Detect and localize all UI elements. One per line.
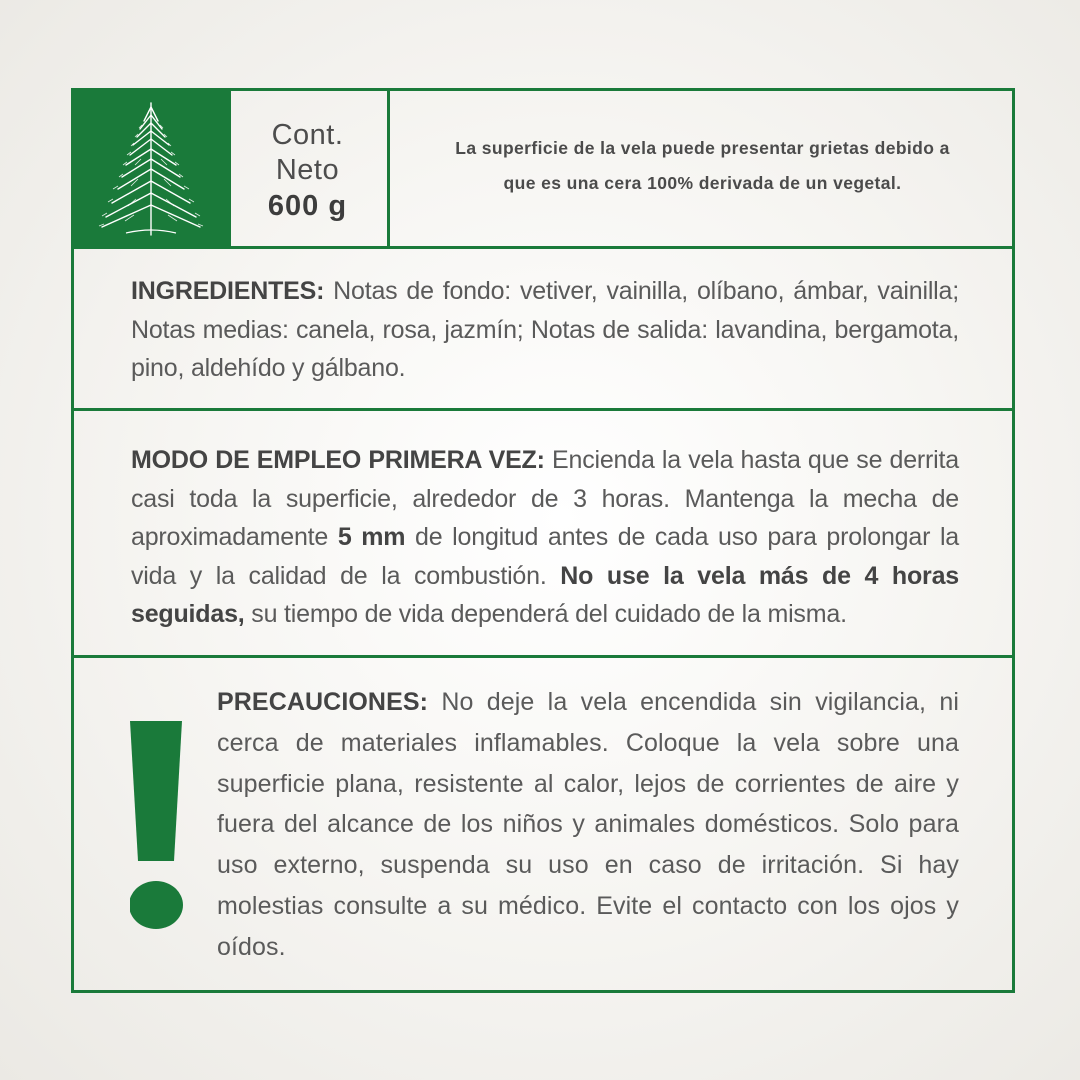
header-row [74,91,1012,249]
net-content-label-1: Cont. [271,118,344,151]
usage-section [74,411,1012,658]
precautions-section [74,658,1012,990]
ingredients-section [74,249,1012,411]
usage-heading: MODO DE EMPLEO PRIMERA VEZ: [131,446,545,474]
usage-paragraph [131,441,959,634]
pine-tree-icon [96,99,206,239]
usage-bold-wick: 5 mm [337,523,406,551]
tree-logo-cell [74,91,231,246]
note-cell [393,91,1012,246]
ingredients-heading: INGREDIENTES: [131,277,325,305]
exclamation-icon [130,721,186,931]
usage-text-3: su tiempo de vida dependerá del cuidado de la misma. [244,600,847,628]
usage-text-1: Encienda la vela hasta que se derrita casi toda la superficie, alrededor de 3 horas. Mantenga la mecha de aproximadamente [131,446,959,551]
net-content-cell [228,91,390,246]
precautions-heading: PRECAUCIONES: [217,688,429,716]
ingredients-paragraph [131,272,959,388]
precautions-text: No deje la vela encendida sin vigilancia, ni cerca de materiales inflamables. Coloque la vela sobre una superficie plana, resistente al calor, lejos de corrientes de aire y fuera del alcance de los niños y animales domésticos. Solo para uso externo, suspenda su uso en caso de irritación. Si hay molestias consulte a su médico. Evite el contacto con los ojos y oídos. [217,688,959,961]
product-label [71,88,1015,993]
net-content-label-2: Neto [275,153,340,186]
precautions-paragraph [217,682,959,968]
ingredients-text: Notas de fondo: vetiver, vainilla, olíbano, ámbar, vainilla; Notas medias: canela, rosa, jazmín; Notas de salida: lavandina, bergamota, pino, aldehído y gálbano. [131,277,959,382]
net-content-value: 600 g [267,189,348,222]
wax-note: La superficie de la vela puede presentar grietas debido a que es una cera 100% derivada de un vegetal. [455,137,950,193]
usage-bold-warning: No use la vela más de 4 horas seguidas, [131,561,959,628]
usage-text-2: de longitud antes de cada uso para prolongar la vida y la calidad de la combustión. [131,523,959,590]
